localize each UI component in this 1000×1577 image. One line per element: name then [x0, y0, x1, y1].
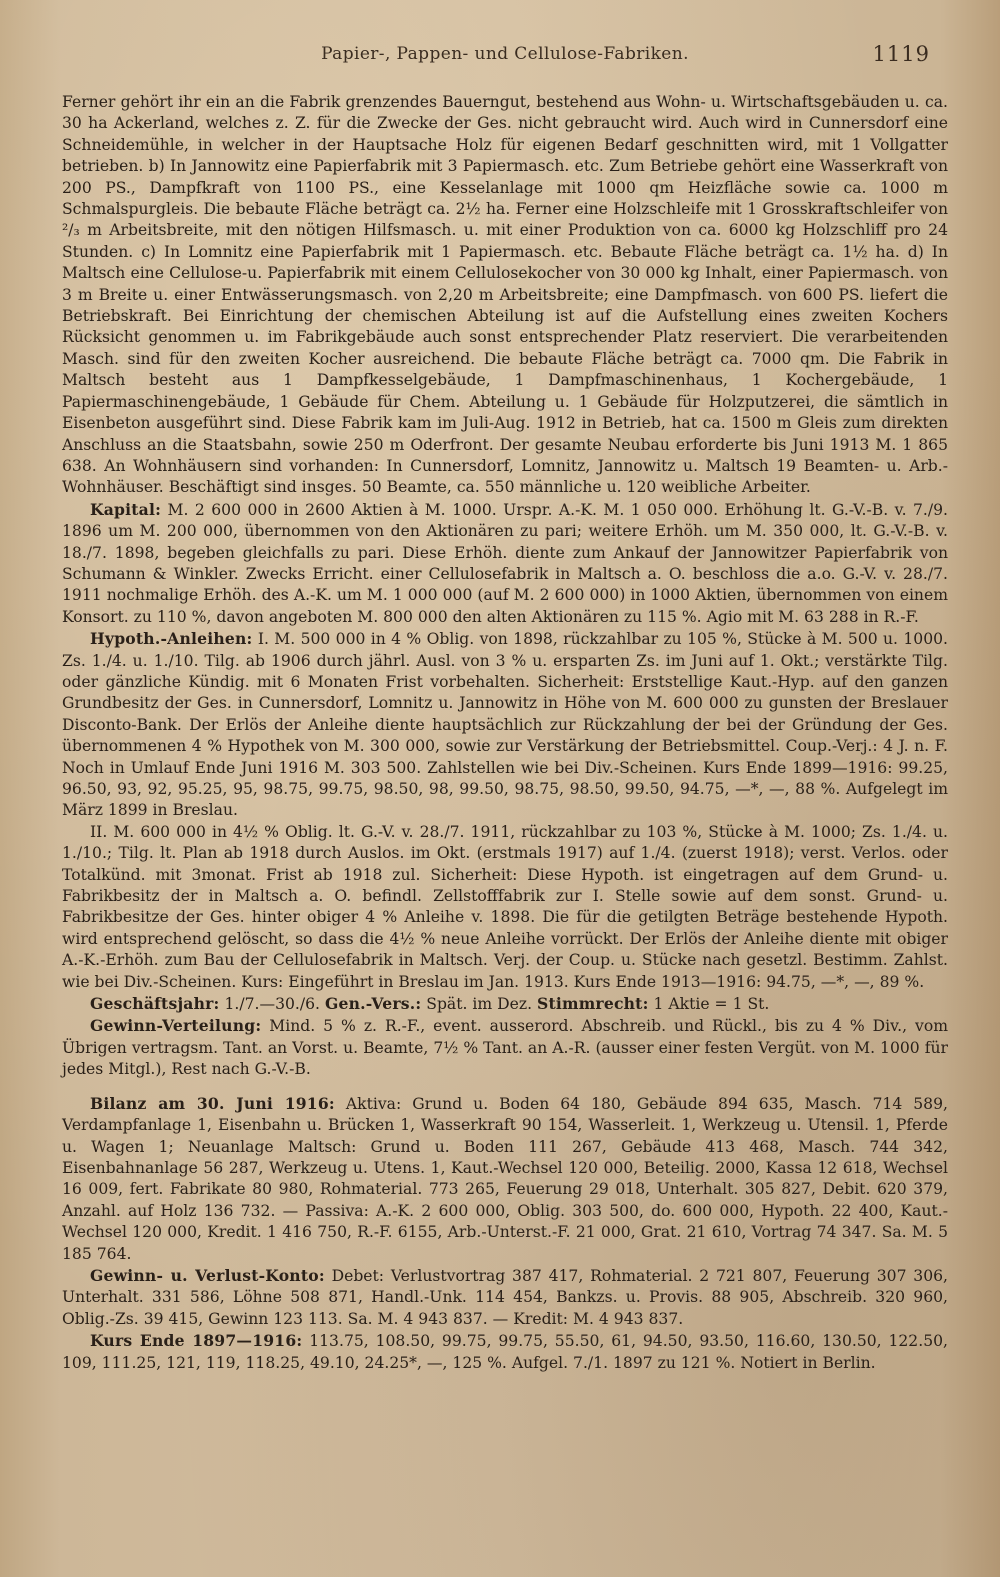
- running-title: Papier-, Pappen- und Cellulose-Fabriken.: [321, 44, 689, 64]
- paragraph-text: I. M. 500 000 in 4 % Oblig. von 1898, rückzahlbar zu 105 %, Stücke à M. 500 u. 1000. Zs. 1./4. u. 1./10. Tilg. ab 1906 durch jährl. Ausl. von 3 % u. ersparten Zs. im Juni auf 1. Okt.; verstärkte Tilg. oder gänzliche Kündig. mit 6 Monaten Frist vorbehalten. Sicherheit: Erststellige Kaut.-Hyp. auf den ganzen Grundbesitz der Ges. in Cunnersdorf, Lomnitz u. Jannowitz in Höhe von M. 600 000 zu gunsten der Breslauer Disconto-Bank. Der Erlös der Anleihe diente hauptsächlich zur Rückzahlung der bei der Gründung der Ges. übernommenen 4 % Hypothek von M. 300 000, sowie zur Verstärkung der Betriebsmittel. Coup.-Verj.: 4 J. n. F. Noch in Umlauf Ende Juni 1916 M. 303 500. Zahlstellen wie bei Div.-Scheinen. Kurs Ende 1899—1916: 99.25, 96.50, 93, 92, 95.25, 95, 98.75, 99.75, 98.50, 98, 99.50, 98.75, 98.50, 99.50, 94.75, —*, —, 88 %. Aufgelegt im März 1899 in Breslau.: [62, 630, 948, 820]
- paragraph-gewinn-verteilung: [62, 1015, 948, 1080]
- section-label-stimmrecht: Stimmrecht:: [537, 994, 649, 1014]
- paragraph-text: II. M. 600 000 in 4½ % Oblig. lt. G.-V. v. 28./7. 1911, rückzahlbar zu 103 %, Stücke à M. 1000; Zs. 1./4. u. 1./10.; Tilg. lt. Plan ab 1918 durch Auslos. im Okt. (erstmals 1917) auf 1./4. (zuerst 1918); verst. Verlos. oder Totalkünd. mit 3monat. Frist ab 1918 zul. Sicherheit: Diese Hypoth. ist eingetragen auf dem Grund- u. Fabrikbesitz der in Maltsch a. O. befindl. Zellstofffabrik zur I. Stelle sowie auf dem sonst. Grund- u. Fabrikbesitze der Ges. hinter obiger 4 % Anleihe v. 1898. Die für die getilgten Beträge bestehende Hypoth. wird entsprechend gelöscht, so dass die 4½ % neue Anleihe vorrückt. Der Erlös der Anleihe diente mit obiger A.-K.-Erhöh. zum Bau der Cellulosefabrik in Maltsch. Verj. der Coup. u. Stücke nach gesetzl. Bestimm. Zahlst. wie bei Div.-Scheinen. Kurs: Eingeführt in Breslau im Jan. 1913. Kurs Ende 1913—1916: 94.75, —*, —, 89 %.: [62, 822, 948, 991]
- page-number: 1119: [872, 42, 930, 66]
- paragraph-kurs: [62, 1330, 948, 1374]
- body-text: [62, 92, 948, 1374]
- page-header: [62, 44, 948, 84]
- paragraph-text: Mind. 5 % z. R.-F., event. ausserord. Abschreib. und Rückl., bis zu 4 % Div., vom Übrigen vertragsm. Tant. an Vorst. u. Beamte, 7½ % Tant. an A.-R. (ausser einer festen Vergüt. von M. 1000 für jedes Mitgl.), Rest nach G.-V.-B.: [62, 1017, 948, 1079]
- gen-vers-value: Spät. im Dez.: [426, 995, 533, 1014]
- stimmrecht-value: 1 Aktie = 1 St.: [653, 995, 770, 1014]
- section-label-geschaeftsjahr: Geschäftsjahr:: [90, 994, 220, 1014]
- section-label-hypoth-anleihen: Hypoth.-Anleihen:: [90, 629, 253, 649]
- paragraph-hypoth-anleihen: [62, 628, 948, 822]
- geschaeftsjahr-value: 1./7.—30./6.: [224, 995, 321, 1014]
- paragraph-text: 113.75, 108.50, 99.75, 99.75, 55.50, 61, 94.50, 93.50, 116.60, 130.50, 122.50, 109, 111.25, 121, 119, 118.25, 49.10, 24.25*, —, 125 %. Aufgel. 7./1. 1897 zu 121 %. Notiert in Berlin.: [62, 1332, 948, 1372]
- paragraph-text: Debet: Verlustvortrag 387 417, Rohmaterial. 2 721 807, Feuerung 307 306, Unterhalt. 331 586, Löhne 508 871, Handl.-Unk. 114 454, Bankzs. u. Provis. 88 905, Abschreib. 320 960, Oblig.-Zs. 39 415, Gewinn 123 113. Sa. M. 4 943 837. — Kredit: M. 4 943 837.: [62, 1266, 948, 1328]
- section-label-kapital: Kapital:: [90, 499, 162, 519]
- paragraph-bilanz: [62, 1093, 948, 1265]
- paragraph-text: M. 2 600 000 in 2600 Aktien à M. 1000. Urspr. A.-K. M. 1 050 000. Erhöhung lt. G.-V.-B. v. 7./9. 1896 um M. 200 000, übernommen von den Aktionären zu pari; weitere Erhöh. um M. 350 000, lt. G.-V.-B. v. 18./7. 1898, begeben gleichfalls zu pari. Diese Erhöh. diente zum Ankauf der Jannowitzer Papierfabrik von Schumann & Winkler. Zwecks Erricht. einer Cellulosefabrik in Maltsch a. O. beschloss die a.o. G.-V. v. 28./7. 1911 nochmalige Erhöh. des A.-K. um M. 1 000 000 (auf M. 2 600 000) in 1000 Aktien, übernommen von einem Konsort. zu 110 %, davon angeboten M. 800 000 den alten Aktionären zu 115 %. Agio mit M. 63 288 in R.-F.: [62, 500, 948, 626]
- paragraph-facilities: [62, 92, 948, 499]
- paragraph-geschaeftsjahr: [62, 993, 948, 1015]
- paragraph-text: Aktiva: Grund u. Boden 64 180, Gebäude 894 635, Masch. 714 589, Verdampfanlage 1, Eisenbahn u. Brücken 1, Wasserkraft 90 154, Wasserleit. 1, Werkzeug u. Utensil. 1, Pferde u. Wagen 1; Neuanlage Maltsch: Grund u. Boden 111 267, Gebäude 413 468, Masch. 744 342, Eisenbahnanlage 56 287, Werkzeug u. Utens. 1, Kaut.-Wechsel 120 000, Beteilig. 2000, Kassa 12 618, Wechsel 16 009, fert. Fabrikate 80 980, Rohmaterial. 773 265, Feuerung 29 018, Unterhalt. 305 827, Debit. 620 379, Anzahl. auf Holz 136 732. — Passiva: A.-K. 2 600 000, Oblig. 303 500, do. 600 000, Hypoth. 22 400, Kaut.-Wechsel 120 000, Kredit. 1 416 750, R.-F. 6155, Arb.-Unterst.-F. 21 000, Grat. 21 610, Vortrag 74 347. Sa. M. 5 185 764.: [62, 1094, 948, 1263]
- paragraph-kapital: [62, 499, 948, 628]
- section-label-gen-vers: Gen.-Vers.:: [324, 994, 422, 1014]
- paragraph-gewinn-verlust-konto: [62, 1265, 948, 1330]
- section-label-kurs: Kurs Ende 1897—1916:: [90, 1331, 303, 1351]
- section-label-gewinn-verteilung: Gewinn-Verteilung:: [90, 1016, 262, 1036]
- section-label-gewinn-verlust-konto: Gewinn- u. Verlust-Konto:: [90, 1265, 325, 1285]
- paragraph-text: Ferner gehört ihr ein an die Fabrik grenzendes Bauerngut, bestehend aus Wohn- u. Wirtschaftsgebäuden u. ca. 30 ha Ackerland, welches z. Z. für die Zwecke der Ges. nicht gebraucht wird. Auch wird in Cunnersdorf eine Schneidemühle, in welcher in der Hauptsache Holz für eigenen Bedarf geschnitten wird, mit 1 Vollgatter betrieben. b) In Jannowitz eine Papierfabrik mit 3 Papiermasch. etc. Zum Betriebe gehört eine Wasserkraft von 200 PS., Dampfkraft von 1100 PS., eine Kesselanlage mit 1000 qm Heizfläche sowie ca. 1000 m Schmalspurgleis. Die bebaute Fläche beträgt ca. 2½ ha. Ferner eine Holzschleife mit 1 Grosskraftschleifer von ²/₃ m Arbeitsbreite, mit den nötigen Hilfsmasch. u. mit einer Produktion von ca. 6000 kg Holzschliff pro 24 Stunden. c) In Lomnitz eine Papierfabrik mit 1 Papiermasch. etc. Bebaute Fläche beträgt ca. 1½ ha. d) In Maltsch eine Cellulose-u. Papierfabrik mit einem Cellulosekocher von 30 000 kg Inhalt, einer Papiermasch. von 3 m Breite u. einer Entwässerungsmasch. von 2,20 m Arbeitsbreite; eine Dampfmasch. von 600 PS. liefert die Betriebskraft. Bei Einrichtung der chemischen Abteilung ist auf die Aufstellung eines zweiten Kochers Rücksicht genommen u. im Fabrikgebäude auch sonst entsprechender Platz reserviert. Die verarbeitenden Masch. sind für den zweiten Kocher ausreichend. Die bebaute Fläche beträgt ca. 7000 qm. Die Fabrik in Maltsch besteht aus 1 Dampfkesselgebäude, 1 Dampfmaschinenhaus, 1 Kochergebäude, 1 Papiermaschinengebäude, 1 Gebäude für Chem. Abteilung u. 1 Gebäude für Holzputzerei, die sämtlich in Eisenbeton ausgeführt sind. Diese Fabrik kam im Juli-Aug. 1912 in Betrieb, hat ca. 1500 m Gleis zum direkten Anschluss an die Staatsbahn, sowie 250 m Oderfront. Der gesamte Neubau erforderte bis Juni 1913 M. 1 865 638. An Wohnhäusern sind vorhanden: In Cunnersdorf, Lomnitz, Jannowitz u. Maltsch 19 Beamten- u. Arb.-Wohnhäuser. Beschäftigt sind insges. 50 Beamte, ca. 550 männliche u. 120 weibliche Arbeiter.: [62, 93, 948, 497]
- paragraph-anleihe-ii: [62, 822, 948, 993]
- section-label-bilanz: Bilanz am 30. Juni 1916:: [90, 1093, 335, 1113]
